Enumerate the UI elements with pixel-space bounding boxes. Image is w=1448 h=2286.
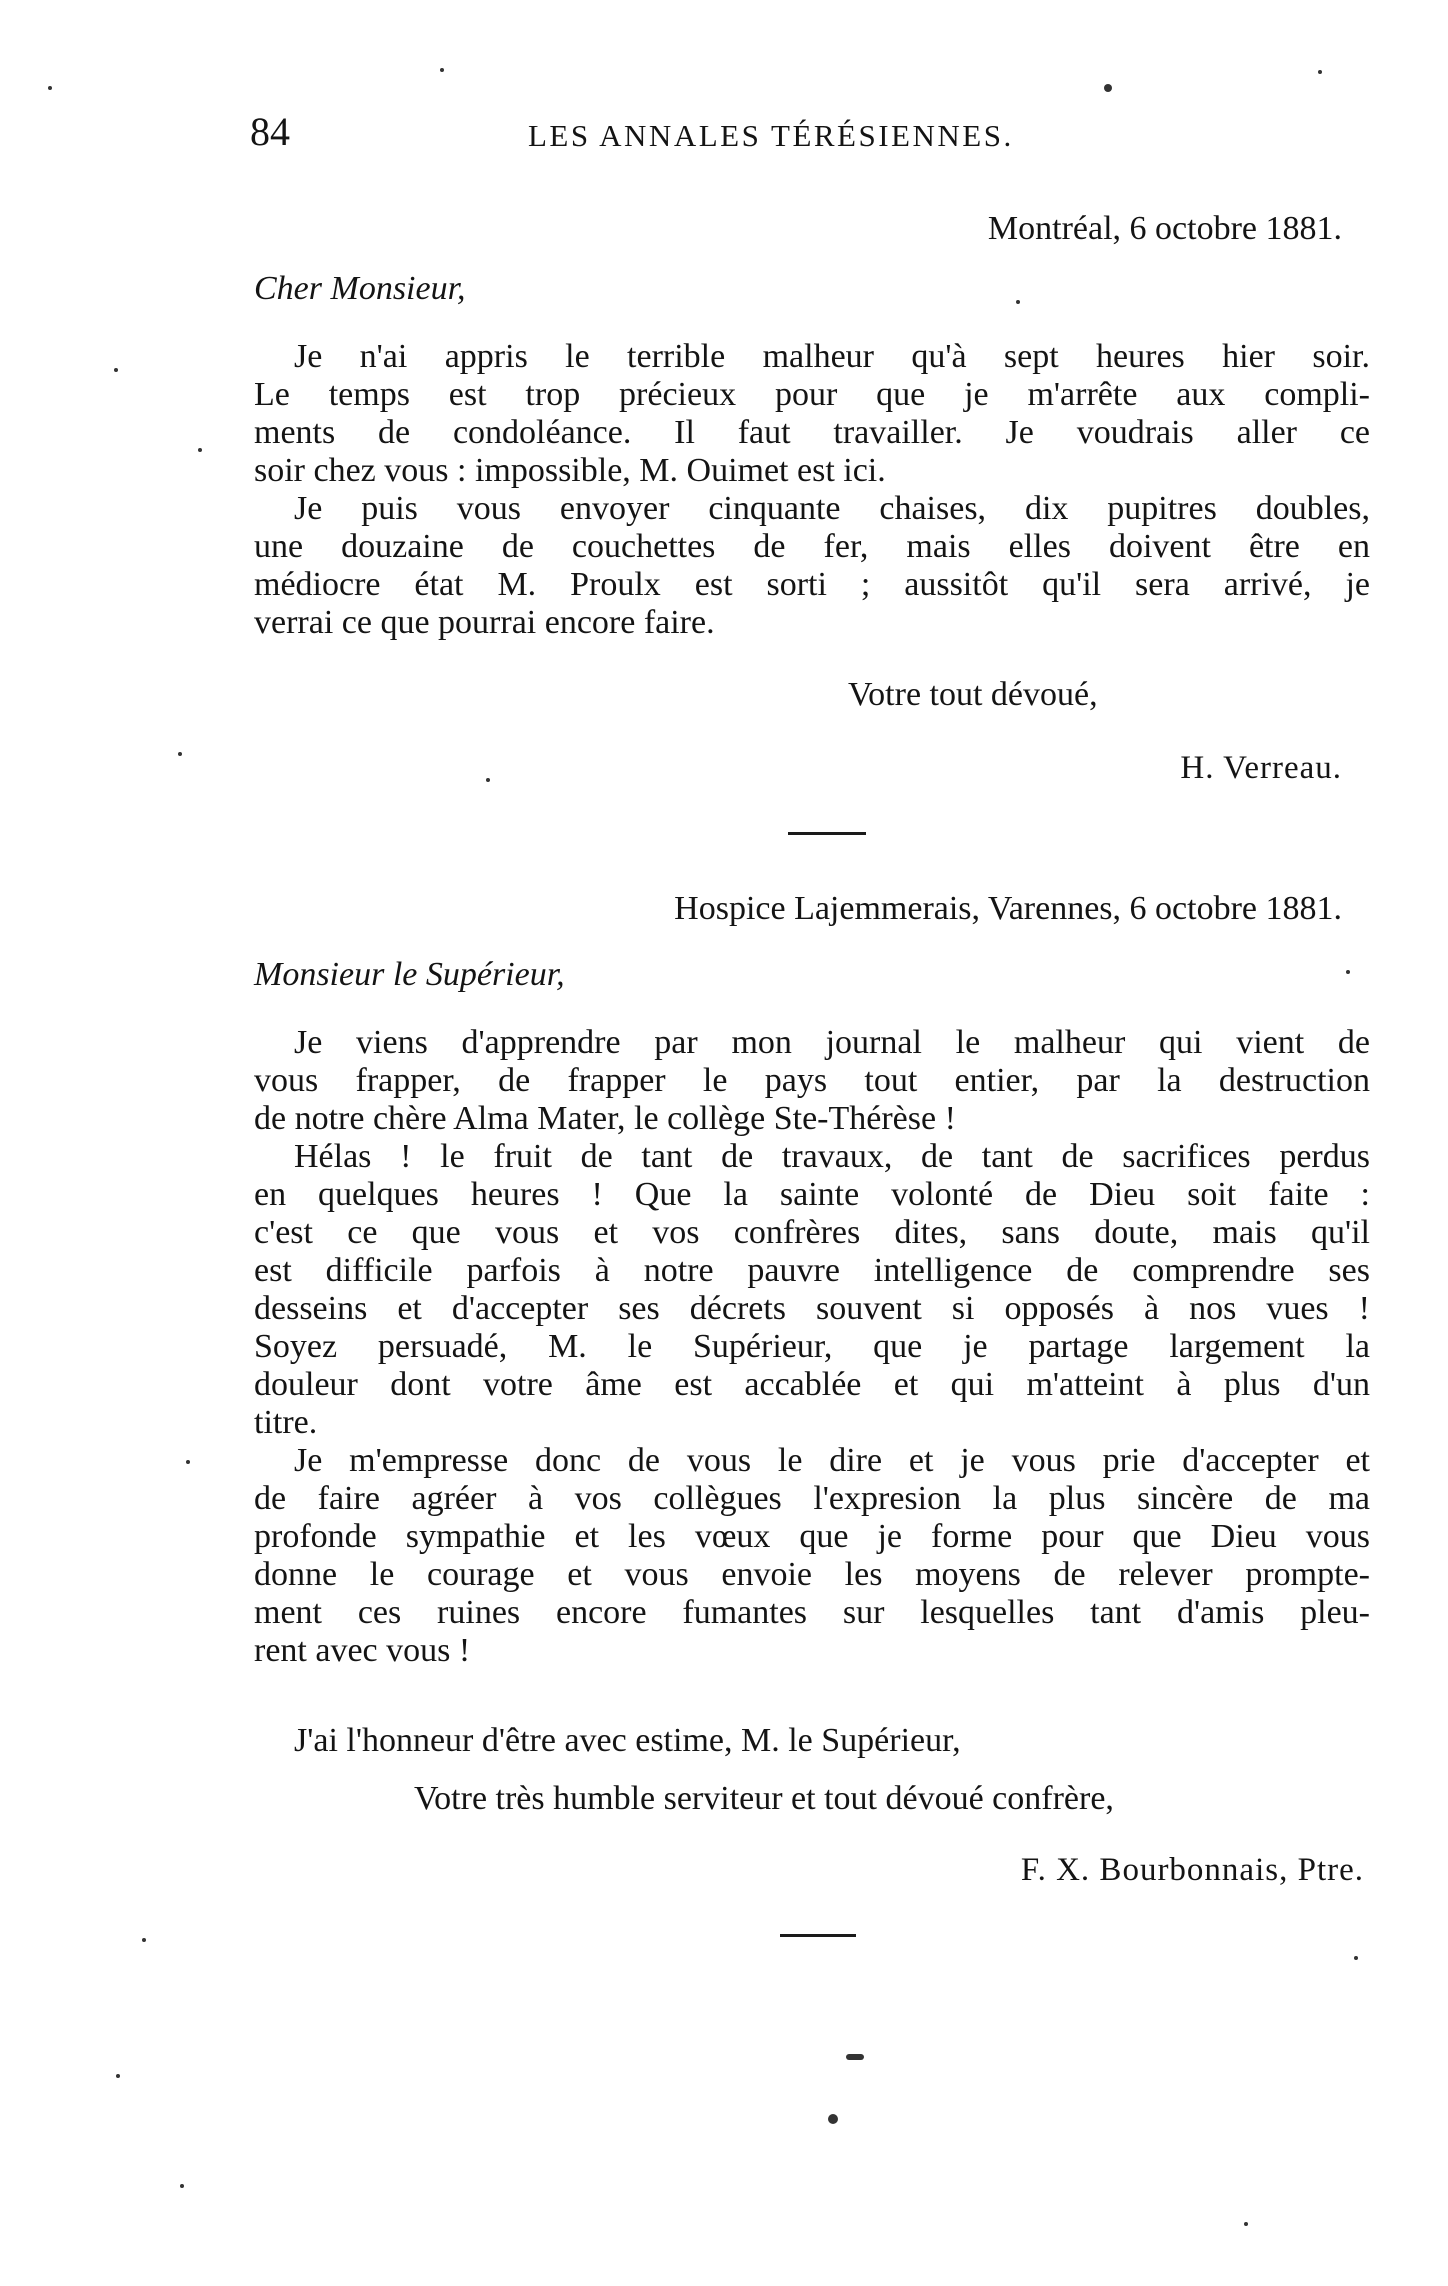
body-line: rent avec vous ! bbox=[254, 1632, 471, 1669]
body-line: vous frapper, de frapper le pays tout entier, par la destruction bbox=[254, 1062, 1370, 1099]
letter2-closing-line1: J'ai l'honneur d'être avec estime, M. le Supérieur, bbox=[294, 1722, 961, 1759]
page-number: 84 bbox=[250, 109, 290, 154]
scan-speck bbox=[440, 68, 444, 72]
scan-speck bbox=[142, 1938, 146, 1942]
letter1-dateline: Montréal, 6 octobre 1881. bbox=[987, 210, 1342, 247]
scan-speck bbox=[486, 778, 490, 782]
body-line: est difficile parfois à notre pauvre intelligence de comprendre ses bbox=[254, 1252, 1370, 1289]
scan-speck bbox=[828, 2114, 838, 2124]
body-line: ment ces ruines encore fumantes sur lesquelles tant d'amis pleu- bbox=[254, 1594, 1370, 1631]
body-line: de notre chère Alma Mater, le collège Ste-Thérèse ! bbox=[254, 1100, 956, 1137]
body-line: de faire agréer à vos collègues l'expresion la plus sincère de ma bbox=[254, 1480, 1370, 1517]
scan-speck bbox=[1346, 970, 1350, 974]
scan-speck bbox=[180, 2184, 184, 2188]
section-separator bbox=[780, 1934, 856, 1937]
body-line: ments de condoléance. Il faut travailler. Je voudrais aller ce bbox=[254, 414, 1370, 451]
scan-speck bbox=[1016, 300, 1020, 304]
body-line: donne le courage et vous envoie les moyens de relever prompte- bbox=[254, 1556, 1370, 1593]
letter1-body bbox=[254, 338, 1370, 642]
scan-speck bbox=[198, 448, 202, 452]
body-line: desseins et d'accepter ses décrets souvent si opposés à nos vues ! bbox=[254, 1290, 1370, 1327]
body-line: Le temps est trop précieux pour que je m'arrête aux compli- bbox=[254, 376, 1370, 413]
scan-speck bbox=[1244, 2222, 1248, 2226]
body-line: Je n'ai appris le terrible malheur qu'à sept heures hier soir. bbox=[294, 338, 1370, 375]
scan-speck bbox=[178, 752, 182, 756]
letter2-salutation: Monsieur le Supérieur, bbox=[254, 956, 565, 993]
body-line: Je m'empresse donc de vous le dire et je vous prie d'accepter et bbox=[294, 1442, 1370, 1479]
body-line: profonde sympathie et les vœux que je forme pour que Dieu vous bbox=[254, 1518, 1370, 1555]
running-title: LES ANNALES TÉRÉSIENNES. bbox=[528, 118, 1014, 153]
letter2-body bbox=[254, 1024, 1370, 1670]
body-line: une douzaine de couchettes de fer, mais elles doivent être en bbox=[254, 528, 1370, 565]
scan-speck bbox=[1104, 84, 1112, 92]
body-line: médiocre état M. Proulx est sorti ; aussitôt qu'il sera arrivé, je bbox=[254, 566, 1370, 603]
scan-speck bbox=[846, 2054, 864, 2060]
section-separator bbox=[788, 832, 866, 835]
body-line: en quelques heures ! Que la sainte volonté de Dieu soit faite : bbox=[254, 1176, 1370, 1213]
body-line: verrai ce que pourrai encore faire. bbox=[254, 604, 715, 641]
body-line: Je viens d'apprendre par mon journal le malheur qui vient de bbox=[294, 1024, 1370, 1061]
letter2-closing-line2: Votre très humble serviteur et tout dévoué confrère, bbox=[414, 1780, 1114, 1817]
scan-speck bbox=[114, 368, 118, 372]
body-line: titre. bbox=[254, 1404, 318, 1441]
scan-speck bbox=[186, 1460, 190, 1464]
scan-speck bbox=[48, 86, 52, 90]
body-line: Je puis vous envoyer cinquante chaises, dix pupitres doubles, bbox=[294, 490, 1370, 527]
body-line: soir chez vous : impossible, M. Ouimet est ici. bbox=[254, 452, 886, 489]
scan-speck bbox=[1354, 1956, 1358, 1960]
body-line: douleur dont votre âme est accablée et qui m'atteint à plus d'un bbox=[254, 1366, 1370, 1403]
letter1-signature: H. Verreau. bbox=[1180, 750, 1342, 786]
scan-speck bbox=[116, 2074, 120, 2078]
body-line: c'est ce que vous et vos confrères dites, sans doute, mais qu'il bbox=[254, 1214, 1370, 1251]
letter2-signature: F. X. Bourbonnais, Ptre. bbox=[1020, 1852, 1364, 1888]
letter2-dateline: Hospice Lajemmerais, Varennes, 6 octobre 1881. bbox=[674, 890, 1342, 927]
scan-speck bbox=[1318, 70, 1322, 74]
letter1-salutation: Cher Monsieur, bbox=[254, 270, 466, 307]
body-line: Soyez persuadé, M. le Supérieur, que je partage largement la bbox=[254, 1328, 1370, 1365]
letter1-closing: Votre tout dévoué, bbox=[848, 676, 1098, 713]
body-line: Hélas ! le fruit de tant de travaux, de tant de sacrifices perdus bbox=[294, 1138, 1370, 1175]
